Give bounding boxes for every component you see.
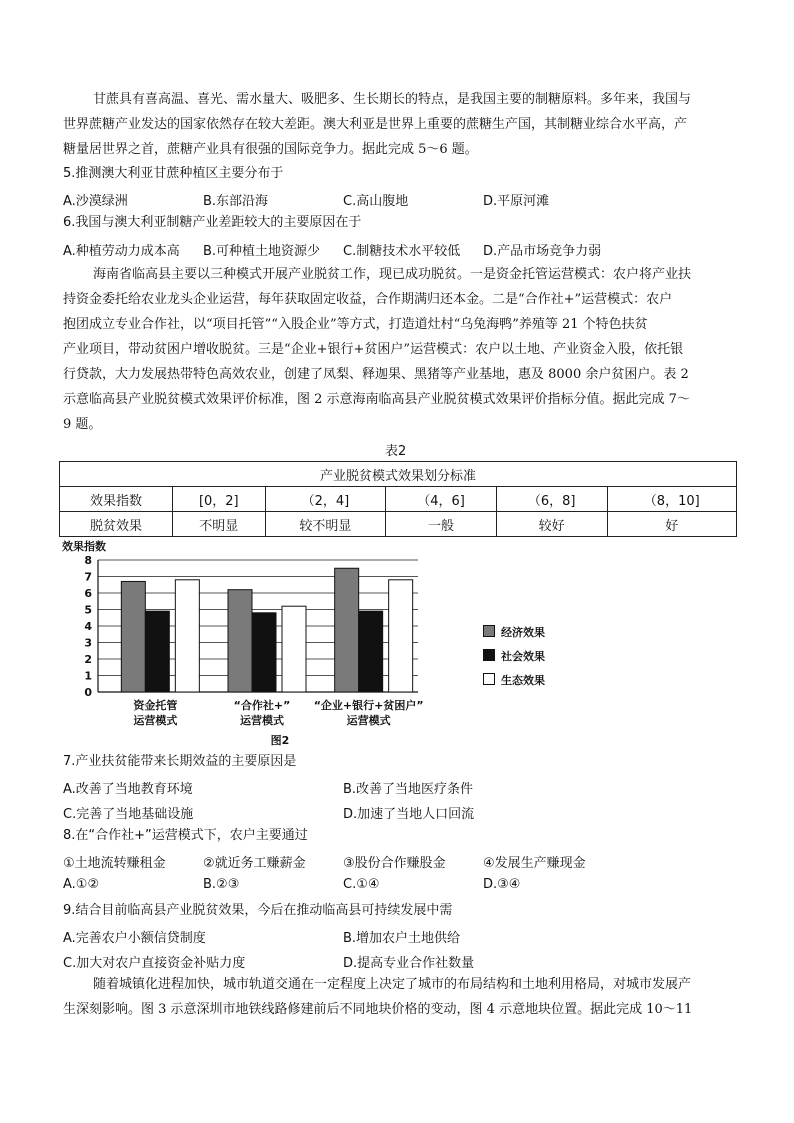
passage2-line: 产业项目，带动贫困户增收脱贫。三是“企业+银行+贫困户”运营模式：农户以土地、产业资金入股，依托银 — [63, 342, 684, 357]
q7-option-d[interactable]: D.加速了当地人口回流 — [343, 807, 475, 822]
bar — [252, 613, 276, 692]
legend-item — [483, 624, 545, 640]
q9-stem: 9.结合目前临高县产业脱贫效果，今后在推动临高县可持续发展中需 — [63, 903, 453, 918]
passage2-line: 行贷款，大力发展热带特色高效农业，创建了凤梨、释迦果、黑猪等产业基地，惠及 8000 余户贫困户。表 2 — [63, 367, 689, 382]
q7-option-a[interactable]: A.改善了当地教育环境 — [63, 782, 193, 797]
legend-item — [483, 672, 545, 688]
q8-option-a[interactable]: A.①② — [63, 877, 100, 892]
x-tick-label: “企业+银行+贫困户” — [313, 699, 424, 712]
bar-chart — [58, 538, 545, 748]
x-tick-label: “合作社+” — [233, 699, 291, 712]
y-tick-label: 2 — [84, 653, 92, 666]
q9-option-b[interactable]: B.增加农户土地供给 — [343, 931, 461, 946]
y-tick-label: 7 — [84, 570, 92, 584]
y-tick-label: 6 — [84, 587, 92, 600]
table-row-label: 效果指数 — [60, 487, 173, 512]
passage2-line: 持资金委托给农业龙头企业运营，每年获取固定收益，合作期满归还本金。二是“合作社+”运营模式：农户 — [63, 292, 673, 307]
legend-swatch — [483, 649, 495, 661]
passage1-line: 糖量居世界之首，蔗糖产业具有很强的国际竞争力。据此完成 5～6 题。 — [63, 142, 478, 157]
q5-option-d[interactable]: D.平原河滩 — [483, 194, 550, 209]
passage1-line: 甘蔗具有喜高温、喜光、需水量大、吸肥多、生长期长的特点，是我国主要的制糖原料。多年来，我国与 — [93, 92, 692, 107]
y-axis-title: 效果指数 — [62, 540, 106, 553]
q6-stem: 6.我国与澳大利亚制糖产业差距较大的主要原因在于 — [63, 215, 362, 230]
q5-option-c[interactable]: C.高山腹地 — [343, 194, 409, 209]
x-tick-label: 运营模式 — [133, 714, 178, 727]
q6-option-a[interactable]: A.种植劳动力成本高 — [63, 244, 180, 259]
x-tick-label: 运营模式 — [346, 714, 391, 727]
legend-label: 社会效果 — [501, 650, 545, 663]
bar — [228, 590, 252, 692]
bar — [175, 580, 199, 692]
q6-option-b[interactable]: B.可种植土地资源少 — [203, 244, 321, 259]
legend-item — [483, 648, 545, 664]
passage1-line: 世界蔗糖产业发达的国家依然存在较大差距。澳大利亚是世界上重要的蔗糖生产国，其制糖业综合水平高，产 — [63, 117, 688, 132]
q8-item: ①土地流转赚租金 — [63, 856, 166, 871]
table-caption: 表2 — [385, 444, 407, 459]
bar — [359, 611, 383, 692]
table-cell: 一般 — [386, 512, 497, 537]
chart-svg — [58, 538, 498, 748]
q5-stem: 5.推测澳大利亚甘蔗种植区主要分布于 — [63, 166, 284, 181]
table-cell: （6，8] — [496, 487, 607, 512]
q8-stem: 8.在“合作社+”运营模式下，农户主要通过 — [63, 828, 308, 843]
passage3-line: 随着城镇化进程加快，城市轨道交通在一定程度上决定了城市的布局结构和土地利用格局，对城市发展产 — [93, 977, 692, 992]
y-tick-label: 1 — [84, 669, 92, 683]
table-cell: （4，6] — [386, 487, 497, 512]
y-tick-label: 0 — [84, 686, 92, 699]
y-tick-label: 3 — [84, 636, 92, 650]
q7-stem: 7.产业扶贫能带来长期效益的主要原因是 — [63, 754, 297, 769]
q7-option-c[interactable]: C.完善了当地基础设施 — [63, 807, 194, 822]
q7-option-b[interactable]: B.改善了当地医疗条件 — [343, 782, 474, 797]
legend-swatch — [483, 673, 495, 685]
q8-item: ③股份合作赚股金 — [343, 856, 446, 871]
passage2-line: 9 题。 — [63, 417, 102, 432]
passage2-line: 示意临高县产业脱贫模式效果评价标准，图 2 示意海南临高县产业脱贫模式效果评价指标分值。据此完成 7～ — [63, 392, 690, 407]
table-cell: 较不明显 — [265, 512, 386, 537]
passage2-line: 海南省临高县主要以三种模式开展产业脱贫工作，现已成功脱贫。一是资金托管运营模式：农户将产业扶 — [93, 267, 692, 282]
table-cell: 不明显 — [173, 512, 266, 537]
table-title: 产业脱贫模式效果划分标准 — [60, 462, 737, 487]
legend-label: 生态效果 — [501, 674, 545, 687]
table-cell: （2，4] — [265, 487, 386, 512]
table-row-label: 脱贫效果 — [60, 512, 173, 537]
q9-option-d[interactable]: D.提高专业合作社数量 — [343, 956, 475, 971]
q8-item: ②就近务工赚薪金 — [203, 856, 306, 871]
legend-swatch — [483, 625, 495, 637]
table-cell: [0，2] — [173, 487, 266, 512]
q6-option-c[interactable]: C.制糖技术水平较低 — [343, 244, 461, 259]
q9-option-c[interactable]: C.加大对农户直接资金补贴力度 — [63, 956, 246, 971]
x-tick-label: 运营模式 — [240, 714, 284, 727]
bar — [389, 580, 413, 692]
x-tick-label: 资金托管 — [133, 699, 178, 712]
bar — [121, 581, 145, 692]
q5-option-b[interactable]: B.东部沿海 — [203, 194, 269, 209]
table-cell: （8，10] — [607, 487, 737, 512]
y-tick-label: 5 — [84, 603, 92, 617]
q8-option-d[interactable]: D.③④ — [483, 877, 521, 892]
q8-option-b[interactable]: B.②③ — [203, 877, 240, 892]
q5-option-a[interactable]: A.沙漠绿洲 — [63, 194, 128, 209]
q8-option-c[interactable]: C.①④ — [343, 877, 380, 892]
standard-table — [59, 461, 737, 537]
q6-option-d[interactable]: D.产品市场竞争力弱 — [483, 244, 602, 259]
figure-caption: 图2 — [270, 734, 290, 747]
bar — [145, 611, 169, 692]
passage3-line: 生深刻影响。图 3 示意深圳市地铁线路修建前后不同地块价格的变动，图 4 示意地块位置。据此完成 10～11 — [63, 1002, 693, 1017]
q9-option-a[interactable]: A.完善农户小额信贷制度 — [63, 931, 206, 946]
table-cell: 较好 — [496, 512, 607, 537]
passage2-line: 抱团成立专业合作社，以“项目托管”“入股企业”等方式，打造道灶村“乌兔海鸭”养殖等 21 个特色扶贫 — [63, 317, 648, 332]
legend-label: 经济效果 — [501, 626, 545, 639]
y-tick-label: 8 — [84, 554, 92, 567]
bar — [335, 568, 359, 692]
q8-item: ④发展生产赚现金 — [483, 856, 586, 871]
y-tick-label: 4 — [84, 620, 92, 633]
bar — [282, 606, 306, 692]
table-cell: 好 — [607, 512, 737, 537]
